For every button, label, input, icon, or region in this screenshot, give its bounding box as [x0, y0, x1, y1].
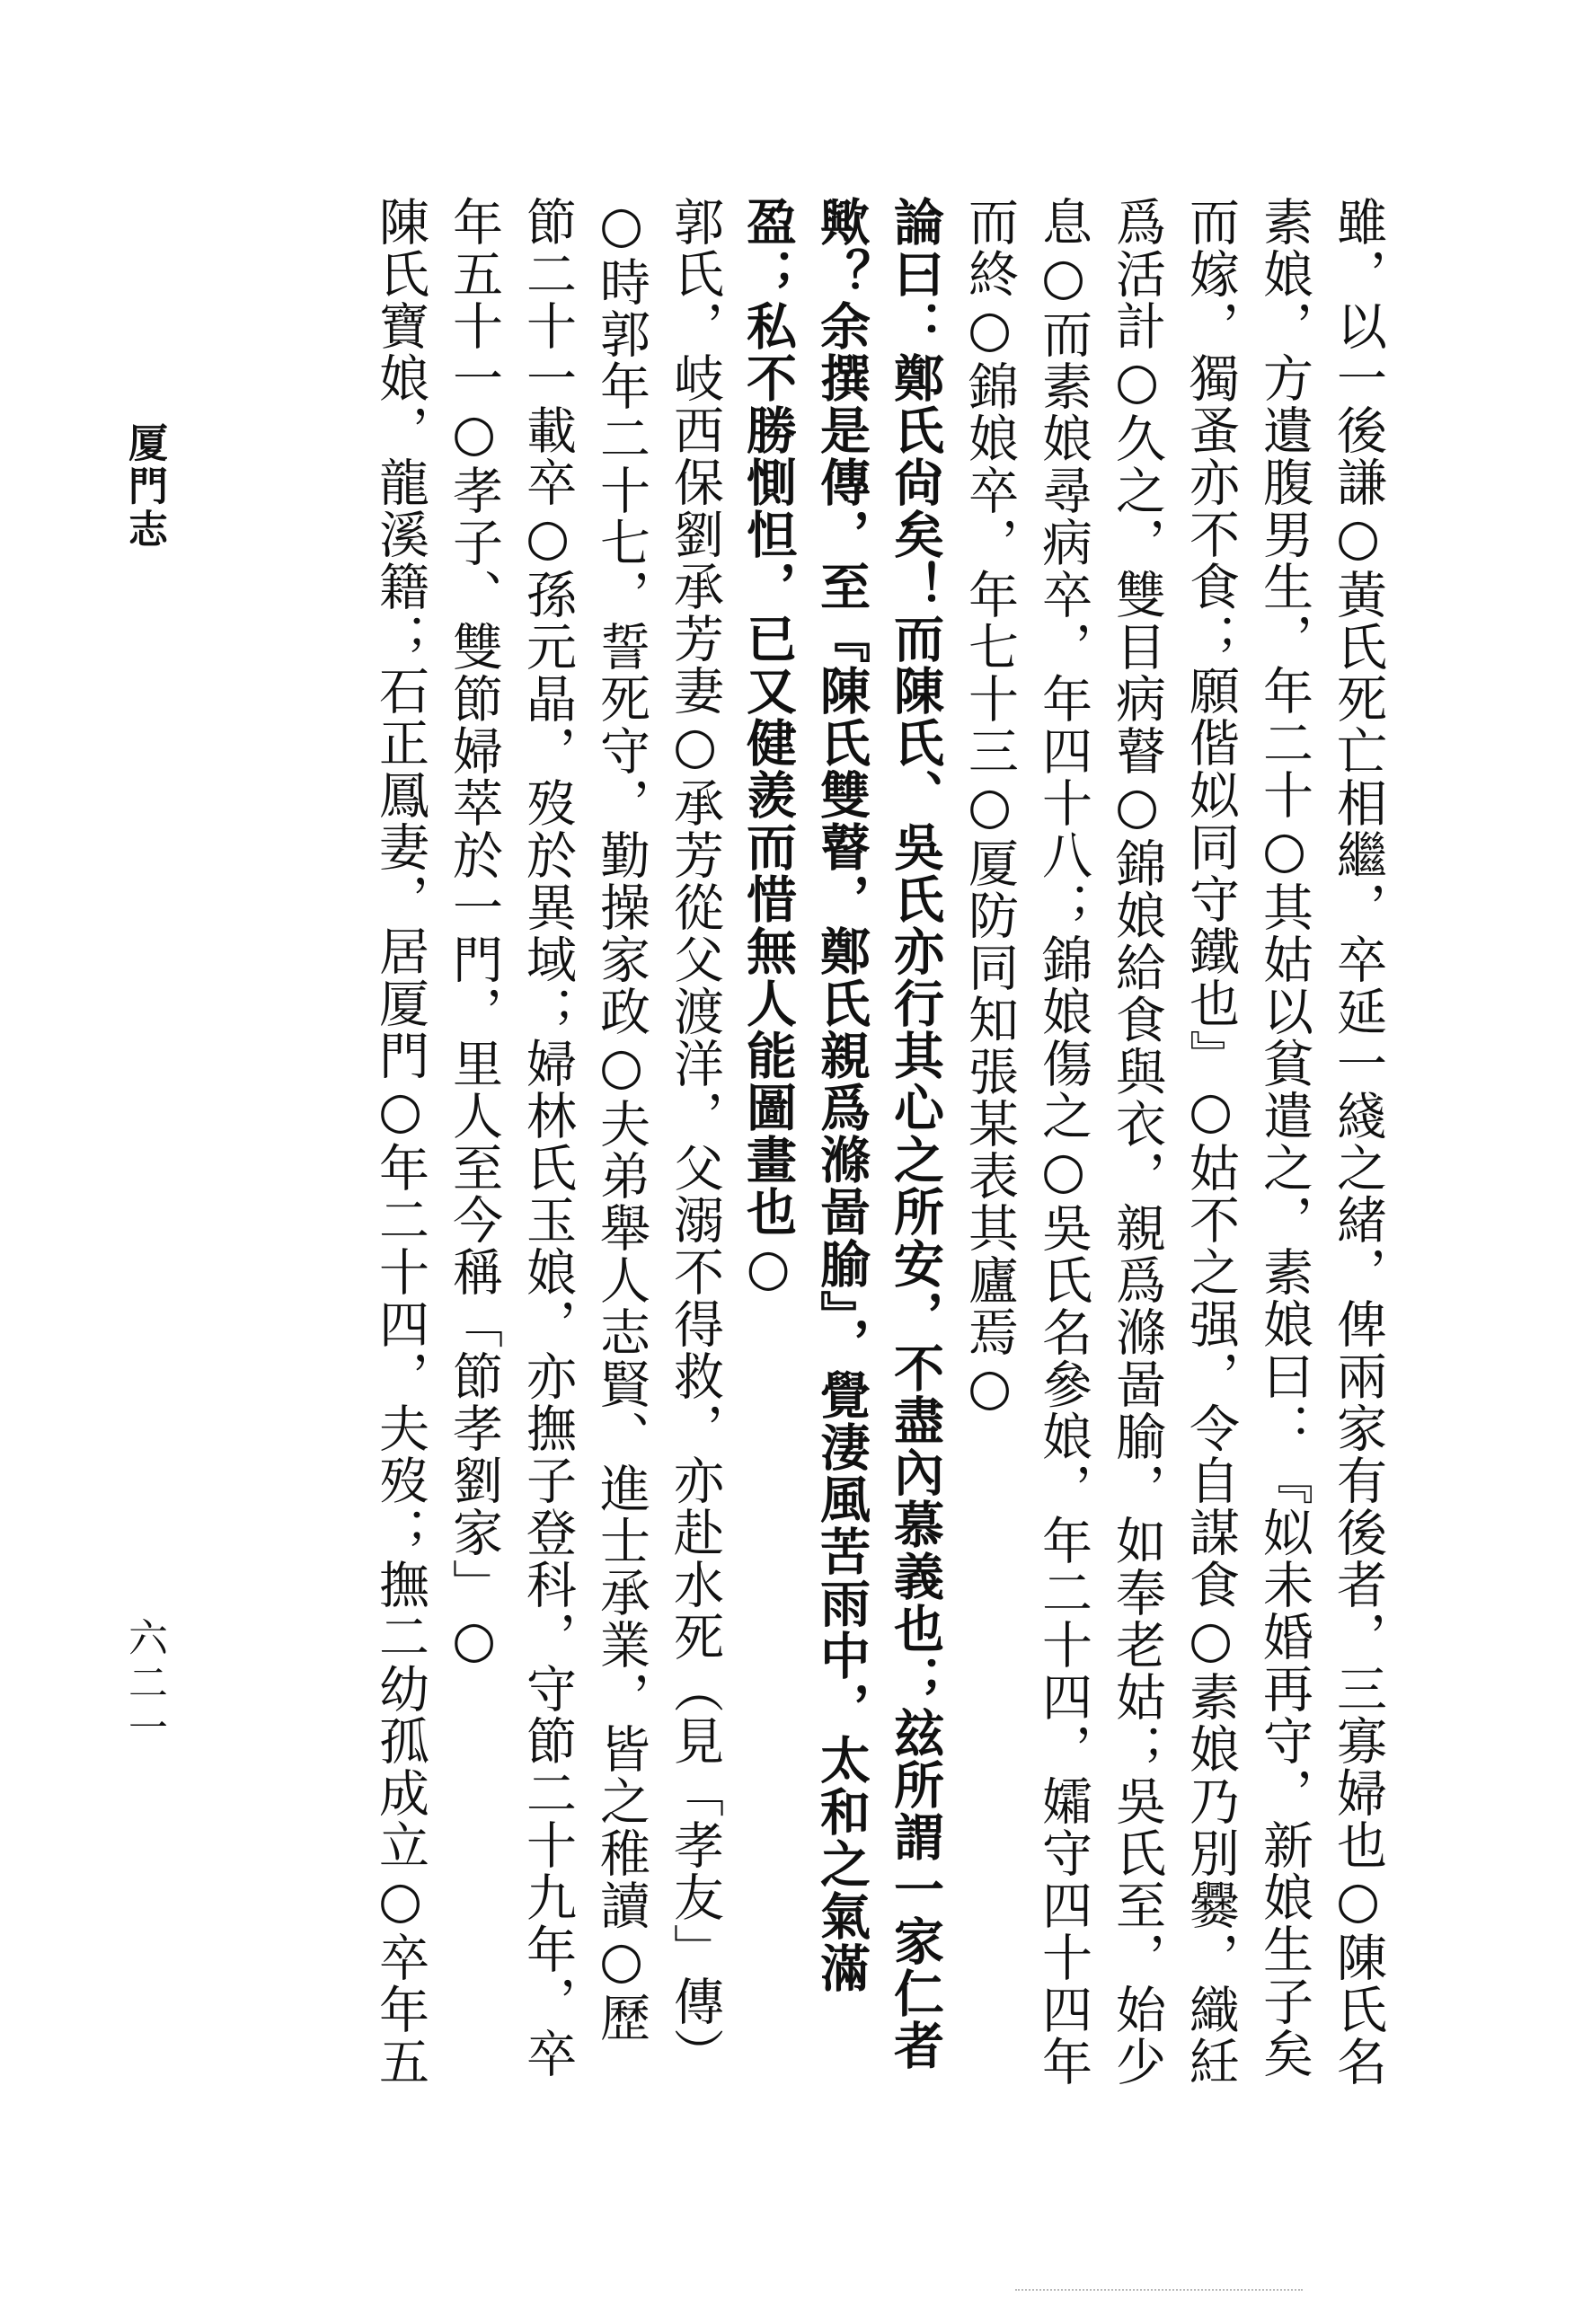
book-title: 厦門志: [121, 422, 167, 552]
paragraph-commentary: 論曰：鄭氏尙矣！而陳氏、吳氏亦行其心之所安，不盡內慕義也；玆所謂一家仁者歟？余撰是傳，至『陳氏雙瞽，鄭氏親爲滌啚腧』，覺淒風苦雨中，太和之氣滿盈；私不勝惻怛，已又健羨而惜無人能圖畫也○: [738, 196, 945, 2072]
page-number: 六二一: [121, 1617, 167, 1752]
scan-artifact-line: [1015, 2289, 1303, 2300]
main-text-block: [244, 196, 1394, 2091]
paragraph-guo-shi: 郭氏，岐西保劉承芳妻○承芳從父渡洋，父溺不得救，亦赴水死（見「孝友」傳）○時郭年二十七，誓死守，勤操家政○夫弟舉人志賢、進士承業，皆之稚讀○歷節二十一載卒○孫元晶，歿於異域；婦林氏玉娘，亦撫子登科，守節二十九年，卒年五十一○孝子、雙節婦萃於一門，里人至今稱「節孝劉家」○: [445, 196, 724, 2080]
paragraph-chen-baoniang: 陳氏寶娘，龍溪籍；石正鳳妻，居厦門○年二十四，夫歿；撫二幼孤成立○卒年五: [371, 196, 429, 2088]
paragraph-three-widows: 雖，以一後謙○黃氏死亡相繼，卒延一綫之緒，俾兩家有後者，三寡婦也○陳氏名素娘，方遺腹男生，年二十○其姑以貧遣之，素娘曰：『姒未婚再守，新娘生子矣而嫁，獨蚤亦不食；願偕姒同守鐵也』○姑不之强，令自謀食○素娘乃別爨，織紝爲活計○久之，雙目病瞽○錦娘給食與衣，親爲滌啚腧，如奉老姑；吳氏至，始少息○而素娘尋病卒，年四十八；錦娘傷之○吳氏名參娘，年二十四，孀守四十四年而終○錦娘卒，年七十三○厦防同知張某表其廬焉○: [960, 196, 1387, 2088]
